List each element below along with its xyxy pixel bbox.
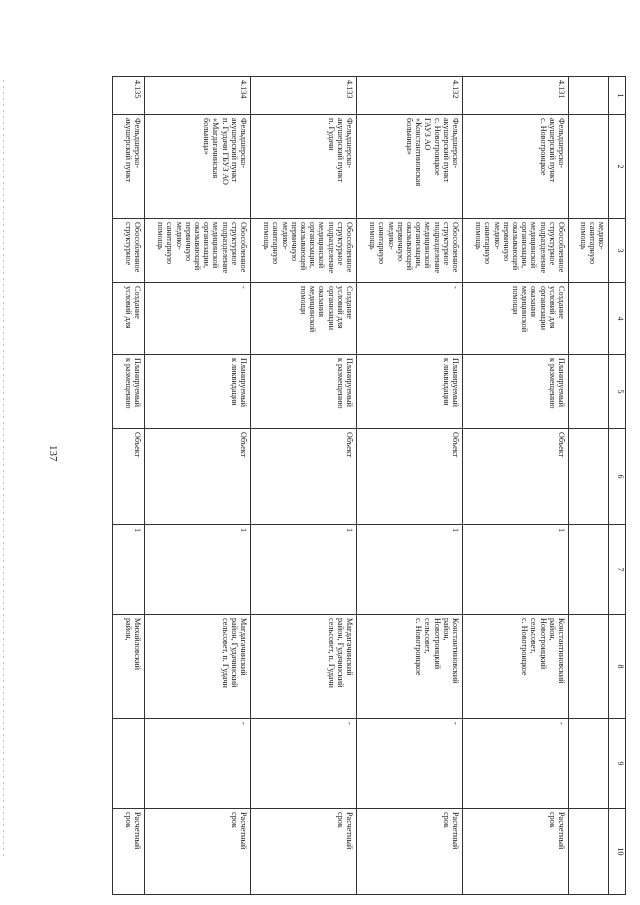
cell-deadline: Расчетный срок [357, 809, 463, 895]
cell-name: Фельдшерско- акушерский пункт с. Новотроицкое [463, 115, 569, 219]
cell-quantity: 1 [357, 525, 463, 615]
cell-purpose: Создание условий для организации оказания медицинской помощи [463, 283, 569, 355]
cell-unit: Объект [145, 429, 251, 525]
cell-col9: - [463, 719, 569, 809]
cell-unit: Объект [251, 429, 357, 525]
header-row [609, 77, 626, 895]
cell-unit: Объект [463, 429, 569, 525]
cell-quantity: 1 [251, 525, 357, 615]
cell-number: 4.132 [357, 77, 463, 115]
cell-purpose: Создание условий для организации оказания медицинской помощи [251, 283, 357, 355]
header-cell: 2 [609, 115, 626, 219]
cell-location: Магдагачинский район, Гудачинский сельсовет, п. Гудачи [251, 615, 357, 719]
cell-number: 4.131 [463, 77, 569, 115]
cell-status: Планируемый к размещению [463, 355, 569, 429]
cell-type: Обособленное структурное подразделение медицинской организации, оказывающей первичную медико- санитарную помощь [357, 219, 463, 283]
table-row [463, 77, 569, 895]
cell-status: Планируемый к размещению [113, 355, 145, 429]
cell-col9: - [357, 719, 463, 809]
cell-col9: - [145, 719, 251, 809]
cell-name: Фельдшерско- акушерский пункт [113, 115, 145, 219]
header-cell: 5 [609, 355, 626, 429]
cell-col9 [113, 719, 145, 809]
cell-status: Планируемый к ликвидации [145, 355, 251, 429]
cell-location: Магдагачинский район, Гудачинский сельсовет, п. Гудачи [145, 615, 251, 719]
cell-deadline: Расчетный срок [113, 809, 145, 895]
cell-number: 4.135 [113, 77, 145, 115]
scan-edge-mark [3, 80, 4, 860]
cell-name [569, 115, 609, 219]
cell-purpose: Создание условий для [113, 283, 145, 355]
cell-unit: Объект [113, 429, 145, 525]
cell-deadline: Расчетный срок [145, 809, 251, 895]
cell-number: 4.133 [251, 77, 357, 115]
cell-status: Планируемый к размещению [251, 355, 357, 429]
cell-purpose: - [145, 283, 251, 355]
cell-type: медико- санитарную помощь [569, 219, 609, 283]
header-cell: 9 [609, 719, 626, 809]
cell-deadline: Расчетный срок [251, 809, 357, 895]
page-number: 137 [47, 445, 59, 462]
cell-type: Обособленное структурное подразделение медицинской организации, оказывающей первичную медико- санитарную помощь [463, 219, 569, 283]
cell-col9: - [251, 719, 357, 809]
cell-number: 4.134 [145, 77, 251, 115]
cell-col9 [569, 719, 609, 809]
cell-quantity [569, 525, 609, 615]
cell-number [569, 77, 609, 115]
cell-location [569, 615, 609, 719]
cell-unit [569, 429, 609, 525]
cell-name: Фельдшерско- акушерский пункт п. Гудачи [251, 115, 357, 219]
cell-status: Планируемый к ликвидации [357, 355, 463, 429]
table-row [145, 77, 251, 895]
header-cell: 6 [609, 429, 626, 525]
table-row [357, 77, 463, 895]
cell-quantity: 1 [463, 525, 569, 615]
cell-unit: Объект [357, 429, 463, 525]
cell-location: Михайловский район, [113, 615, 145, 719]
cell-name: Фельдшерско- акушерский пункт п. Гудачи ГБУЗ АО «Магдагачинская больница» [145, 115, 251, 219]
cell-location: Константиновский район, Новотроицкий сельсовет, с. Новотроицкое [463, 615, 569, 719]
header-cell: 4 [609, 283, 626, 355]
table-row [251, 77, 357, 895]
header-cell: 8 [609, 615, 626, 719]
header-cell: 7 [609, 525, 626, 615]
rotated-table-wrapper [116, 76, 626, 894]
table-row [113, 77, 145, 895]
header-cell: 3 [609, 219, 626, 283]
cell-purpose: - [357, 283, 463, 355]
cell-deadline: Расчетный срок [463, 809, 569, 895]
cell-status [569, 355, 609, 429]
cell-name: Фельдшерско- акушерский пункт с. Новотроицкое ГАУЗ АО «Константиновская больница» [357, 115, 463, 219]
cell-location: Константиновский район, Новотроицкий сельсовет, с. Новотроицкое [357, 615, 463, 719]
cell-deadline [569, 809, 609, 895]
cell-type: Обособленное структурное подразделение медицинской организации, оказывающей первичную медико- санитарную помощь [145, 219, 251, 283]
table-row [569, 77, 609, 895]
cell-quantity: 1 [145, 525, 251, 615]
planning-table [112, 76, 626, 895]
cell-purpose [569, 283, 609, 355]
cell-type: Обособленное структурное [113, 219, 145, 283]
cell-quantity: 1 [113, 525, 145, 615]
cell-type: Обособленное структурное подразделение медицинской организации, оказывающей первичную медико- санитарную помощь [251, 219, 357, 283]
header-cell: 10 [609, 809, 626, 895]
header-cell: 1 [609, 77, 626, 115]
